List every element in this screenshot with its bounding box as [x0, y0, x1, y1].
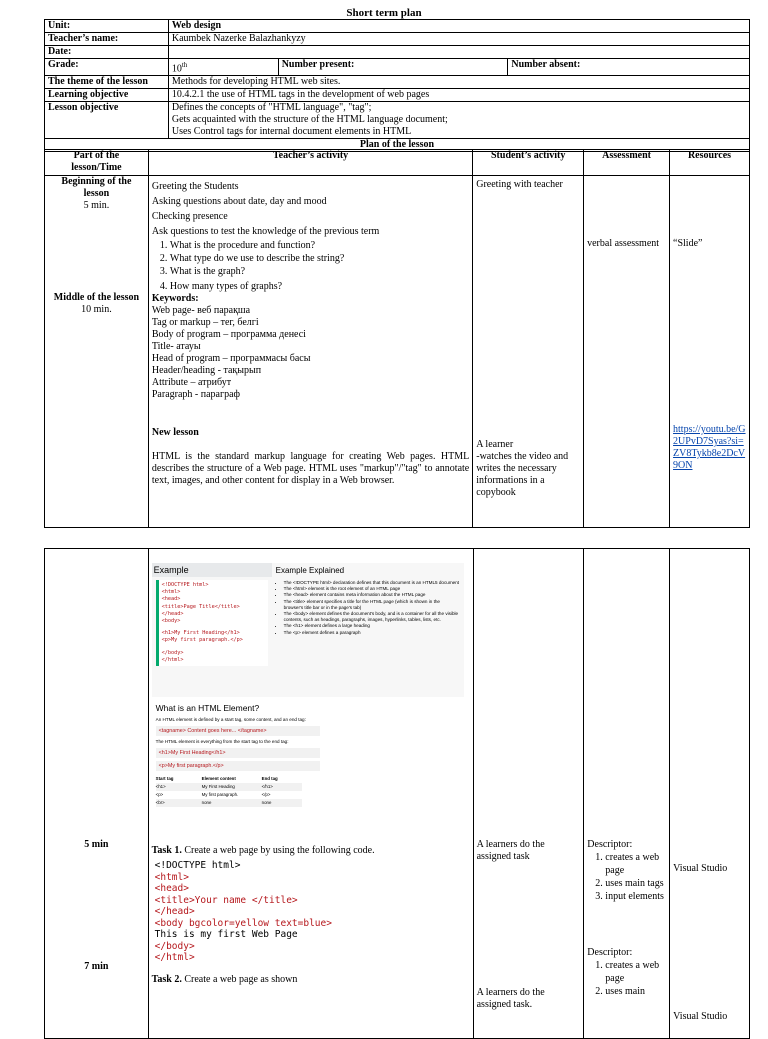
bullet-item: • The <p> element defines a paragraph	[284, 630, 460, 636]
plan-table	[44, 149, 750, 528]
task1-label: Task 1.	[151, 845, 182, 856]
element-table-cell: </h1>	[262, 783, 302, 791]
learning-objective-value: 10.4.2.1 the use of HTML tags in the development of web pages	[168, 89, 749, 102]
task1-time: 5 min	[84, 839, 109, 850]
code-line: </html>	[161, 656, 184, 663]
element-desc: An HTML element is defined by a start tag, some content, and an end tag:	[155, 717, 306, 722]
task2-student: A learners do the assigned task.	[476, 987, 545, 1010]
unit-label: Unit:	[45, 20, 169, 33]
element-table-cell: <p>	[155, 792, 164, 797]
beginning-label: Beginning of the lesson	[61, 176, 132, 199]
descriptor-item: 2. uses main tags	[605, 877, 666, 890]
middle-label: Middle of the lesson	[53, 292, 140, 303]
plan-heading: Plan of the lesson	[45, 139, 750, 152]
date-label: Date:	[45, 46, 169, 59]
bullet-item: • The <html> element is the root element of an HTML page	[284, 586, 460, 592]
task1-descriptor-title: Descriptor:	[587, 839, 633, 850]
element-image	[152, 701, 324, 841]
grade-value: 10	[171, 63, 182, 75]
element-table-header: Start tag	[155, 776, 174, 781]
grade-suffix: th	[181, 61, 188, 69]
teacher-label: Teacher’s name:	[45, 33, 169, 46]
element-code: <tagname> Content goes here... </tagname>	[156, 726, 320, 736]
element-table-cell: none	[202, 799, 262, 807]
document-title: Short term plan	[346, 7, 422, 19]
col-header-resources: Resources	[670, 150, 750, 176]
bullet-item: • The <!DOCTYPE html> declaration defines that this document is an HTML5 document	[284, 580, 460, 586]
code-line: <html>	[154, 871, 189, 883]
col-header-teacher: Teacher’s activity	[148, 150, 472, 176]
teacher-value: Kaumbek Nazerke Balazhankyzy	[168, 33, 749, 46]
date-value	[168, 46, 749, 59]
element-table-cell: My First Heading	[202, 783, 262, 791]
keywords-title: Keywords:	[151, 293, 199, 304]
element-table-cell: <h1>	[156, 783, 202, 791]
code-line: <head>	[161, 596, 181, 603]
descriptor-item: 3. input elements	[605, 890, 666, 903]
descriptor-item: 1. creates a web page	[605, 959, 666, 985]
element-code: <h1>My First Heading</h1>	[156, 748, 320, 758]
lesson-objective-label: Lesson objective	[45, 102, 169, 139]
element-table-cell: none	[262, 799, 302, 807]
bullet-item: • The <h1> element defines a large heading	[284, 623, 460, 629]
task2-resource: Visual Studio	[673, 1011, 728, 1022]
learning-objective-label: Learning objective	[45, 89, 169, 102]
activity-line: Ask questions to test the knowledge of the previous term	[151, 226, 380, 237]
activity-line: Greeting the Students	[151, 181, 239, 192]
student-video-task: A learner -watches the video and writes the necessary informations in a copybook	[476, 439, 569, 498]
question-item: 3. What is the graph?	[170, 265, 469, 278]
code-line: </head>	[161, 610, 184, 617]
code-line: <body>	[161, 618, 181, 625]
time-cell	[45, 549, 149, 1039]
task2-descriptors	[587, 959, 666, 998]
plan-table-continued	[44, 548, 750, 1039]
activity-line: Checking presence	[151, 211, 228, 222]
beginning-time: 5 min.	[83, 200, 110, 211]
code-line: </body>	[161, 649, 184, 656]
keyword-item: Attribute – атрибут	[151, 377, 232, 388]
col-header-assessment: Assessment	[584, 150, 670, 176]
new-lesson-title: New lesson	[151, 427, 199, 438]
code-line: <h1>My First Heading</h1>	[161, 630, 240, 637]
task1-resource: Visual Studio	[673, 863, 728, 874]
absent-label: Number absent:	[508, 59, 750, 76]
question-item: 2. What type do we use to describe the string?	[170, 252, 469, 265]
task1-descriptors	[587, 851, 666, 903]
col-header-student: Student’s activity	[473, 150, 584, 176]
element-heading: What is an HTML Element?	[155, 703, 260, 713]
code-line: <p>My first paragraph.</p>	[161, 637, 243, 644]
example-bullets	[276, 580, 460, 636]
middle-time: 10 min.	[81, 304, 112, 315]
video-link[interactable]: https://youtu.be/G2UPvD7Syas?si=ZV8Tykb8e2DcV9ON	[673, 424, 746, 471]
element-table-header: End tag	[261, 776, 278, 781]
code-line: <!DOCTYPE html>	[161, 582, 209, 588]
element-table-cell: </p>	[261, 792, 271, 797]
task1-student: A learners do the assigned task	[476, 839, 545, 862]
question-item: 1. What is the procedure and function?	[170, 239, 469, 252]
example-explained-heading: Example Explained	[275, 566, 345, 575]
grade-cell	[168, 59, 278, 76]
code-line: </html>	[154, 952, 195, 963]
example-code	[156, 580, 268, 666]
theme-label: The theme of the lesson	[45, 76, 169, 89]
element-code: <p>My first paragraph.</p>	[156, 761, 320, 771]
code-line: This is my first Web Page	[154, 929, 298, 940]
student-activity-cell-2	[473, 549, 584, 1039]
assessment-cell	[584, 176, 670, 528]
activity-line: Asking questions about date, day and mood	[151, 196, 327, 207]
keyword-item: Title- атауы	[151, 341, 201, 352]
bullet-item: • The <head> element contains meta information about the HTML page	[284, 592, 460, 598]
student-greeting: Greeting with teacher	[476, 179, 563, 190]
descriptor-item: 1. creates a web page	[605, 851, 666, 877]
element-table-cell: <br>	[156, 799, 202, 807]
resources-cell	[670, 176, 750, 528]
lesson-objective-line: Defines the concepts of "HTML language", "tag";	[171, 102, 372, 114]
task2-descriptor-title: Descriptor:	[587, 947, 633, 958]
lesson-objective-line: Uses Control tags for internal document elements in HTML	[171, 126, 412, 138]
part-cell	[45, 176, 149, 528]
task2-text: Create a web page as shown	[181, 973, 298, 985]
unit-value: Web design	[168, 20, 749, 33]
new-lesson-text: HTML is the standard markup language for creating Web pages. HTML describes the structure of a Web page. HTML uses "markup"/"tag" to annotate text, images, and other content for display in a Web browser.	[151, 451, 470, 486]
info-table	[44, 19, 750, 152]
code-line: <head>	[154, 883, 189, 894]
code-line: <body bgcolor=yellow text=blue>	[154, 917, 332, 929]
element-desc: The HTML element is everything from the start tag to the end tag:	[155, 739, 289, 744]
present-label: Number present:	[278, 59, 508, 76]
task2-instruction	[152, 974, 470, 986]
keyword-item: Header/heading - тақырып	[151, 365, 262, 376]
code-line: </head>	[154, 906, 195, 917]
teacher-activity-cell-2	[148, 549, 473, 1039]
code-line: </body>	[154, 940, 195, 952]
element-table-header: Element content	[201, 776, 236, 781]
lesson-objective-line: Gets acquainted with the structure of the HTML language document;	[171, 114, 448, 126]
keyword-item: Tag or markup – тег, белгі	[151, 317, 259, 328]
task1-instruction	[152, 845, 470, 857]
assessment-value: verbal assessment	[587, 238, 660, 249]
descriptor-item: 2. uses main	[605, 985, 666, 998]
task1-code	[155, 860, 470, 964]
col-header-part: Part of the lesson/Time	[45, 150, 149, 176]
example-image	[152, 563, 464, 697]
bullet-item: • The <title> element specifies a title for the HTML page (which is shown in the browser's title bar or in the page's tab)	[284, 599, 460, 611]
student-activity-cell	[473, 176, 584, 528]
keyword-item: Body of program – программа денесі	[151, 329, 306, 340]
resources-cell-2	[670, 549, 750, 1039]
code-line: <!DOCTYPE html>	[154, 860, 241, 871]
task2-label: Task 2.	[151, 973, 182, 985]
questions-list	[152, 239, 469, 293]
task2-time: 7 min	[84, 961, 109, 972]
theme-value: Methods for developing HTML web sites.	[168, 76, 749, 89]
keyword-item: Paragraph - параграф	[151, 389, 240, 400]
code-line: <title>Your name </title>	[154, 894, 298, 906]
example-heading: Example	[152, 563, 272, 577]
code-line: <title>Page Title</title>	[161, 603, 240, 610]
element-table-cell: My first paragraph.	[201, 792, 239, 797]
resource-slide: “Slide”	[673, 238, 703, 249]
question-item: 4. How many types of graphs?	[170, 280, 469, 293]
keyword-item: Head of program – программасы басы	[151, 353, 311, 364]
teacher-activity-cell	[148, 176, 472, 528]
bullet-item: • The <body> element defines the document's body, and is a container for all the visible contents, such as headings, paragraphs, images, hyperlinks, tables, lists, etc.	[284, 611, 460, 623]
assessment-cell-2	[584, 549, 670, 1039]
keyword-item: Web page- веб парақша	[151, 305, 251, 316]
task1-text: Create a web page by using the following code.	[181, 845, 375, 856]
lesson-objective-value	[168, 102, 749, 139]
grade-label: Grade:	[45, 59, 169, 76]
element-table	[156, 775, 320, 807]
code-line: <html>	[161, 589, 181, 596]
